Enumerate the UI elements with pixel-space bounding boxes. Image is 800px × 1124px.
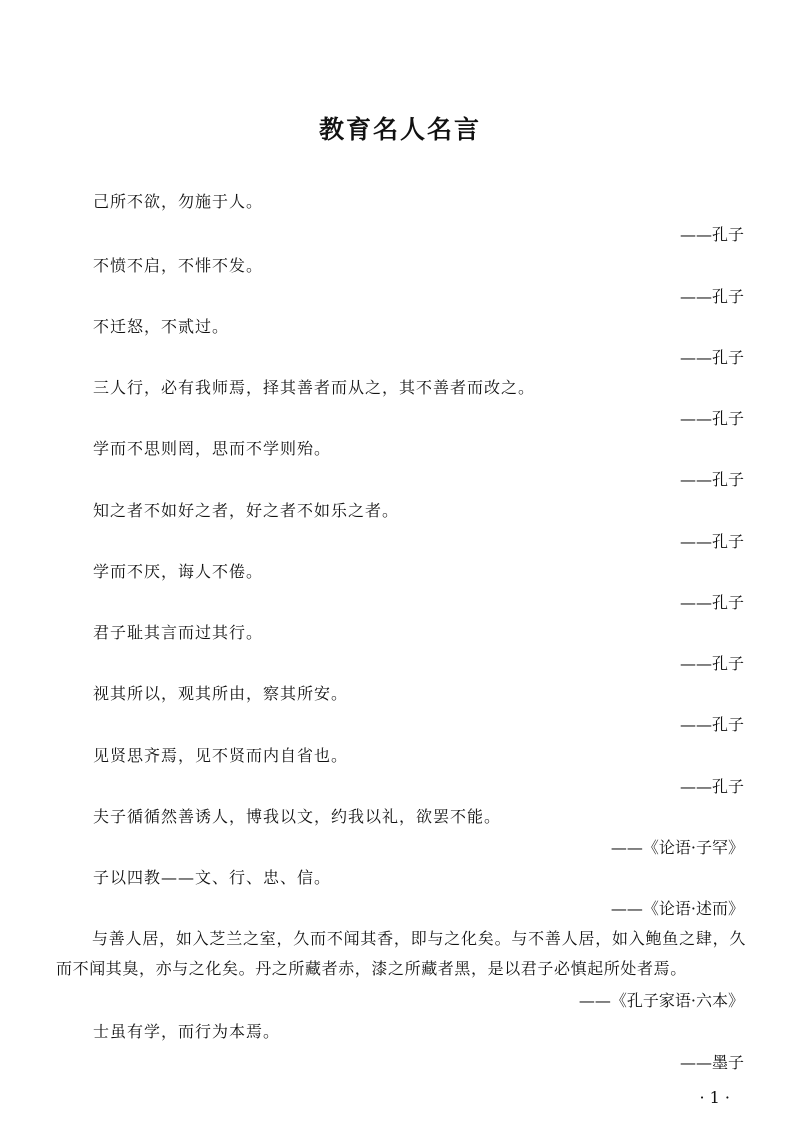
quote-attribution: ——墨子 — [679, 1053, 744, 1072]
quote-paragraph: 与善人居，如入芝兰之室，久而不闻其香，即与之化矣。与不善人居，如入鲍鱼之肆，久而不闻其臭，亦与之化矣。丹之所藏者赤，漆之所藏者黑，是以君子必慎起所处者焉。 — [56, 929, 746, 978]
quote-text: 学而不厌，诲人不倦。 — [93, 562, 264, 581]
quote-text: 视其所以，观其所由，察其所安。 — [93, 684, 349, 703]
page-number: · 1 · — [699, 1088, 730, 1107]
quote-attribution: ——《孔子家语·六本》 — [578, 991, 744, 1010]
quote-attribution: ——孔子 — [679, 654, 744, 673]
quote-attribution: ——《论语·子罕》 — [610, 838, 744, 857]
quote-attribution: ——孔子 — [679, 225, 744, 244]
quote-attribution: ——孔子 — [679, 470, 744, 489]
quote-text: 夫子循循然善诱人，博我以文，约我以礼，欲罢不能。 — [93, 807, 502, 826]
quote-text: 见贤思齐焉，见不贤而内自省也。 — [93, 746, 349, 765]
quote-text: 学而不思则罔，思而不学则殆。 — [93, 439, 332, 458]
quote-attribution: ——《论语·述而》 — [610, 899, 744, 918]
quote-text: 己所不欲，勿施于人。 — [93, 192, 264, 211]
quote-attribution: ——孔子 — [679, 532, 744, 551]
quote-text: 子以四教——文、行、忠、信。 — [93, 868, 332, 887]
quote-text: 君子耻其言而过其行。 — [93, 623, 264, 642]
page-title: 教育名人名言 — [318, 115, 481, 144]
quote-text: 三人行，必有我师焉，择其善者而从之，其不善者而改之。 — [93, 378, 536, 397]
quote-attribution: ——孔子 — [679, 593, 744, 612]
quote-attribution: ——孔子 — [679, 409, 744, 428]
quote-text: 知之者不如好之者，好之者不如乐之者。 — [93, 501, 400, 520]
quote-attribution: ——孔子 — [679, 287, 744, 306]
quote-text: 不愤不启，不悱不发。 — [93, 256, 264, 275]
quote-attribution: ——孔子 — [679, 777, 744, 796]
quote-attribution: ——孔子 — [679, 715, 744, 734]
quote-text: 不迁怒，不贰过。 — [93, 317, 230, 336]
quote-text: 士虽有学，而行为本焉。 — [93, 1022, 281, 1041]
quote-attribution: ——孔子 — [679, 348, 744, 367]
